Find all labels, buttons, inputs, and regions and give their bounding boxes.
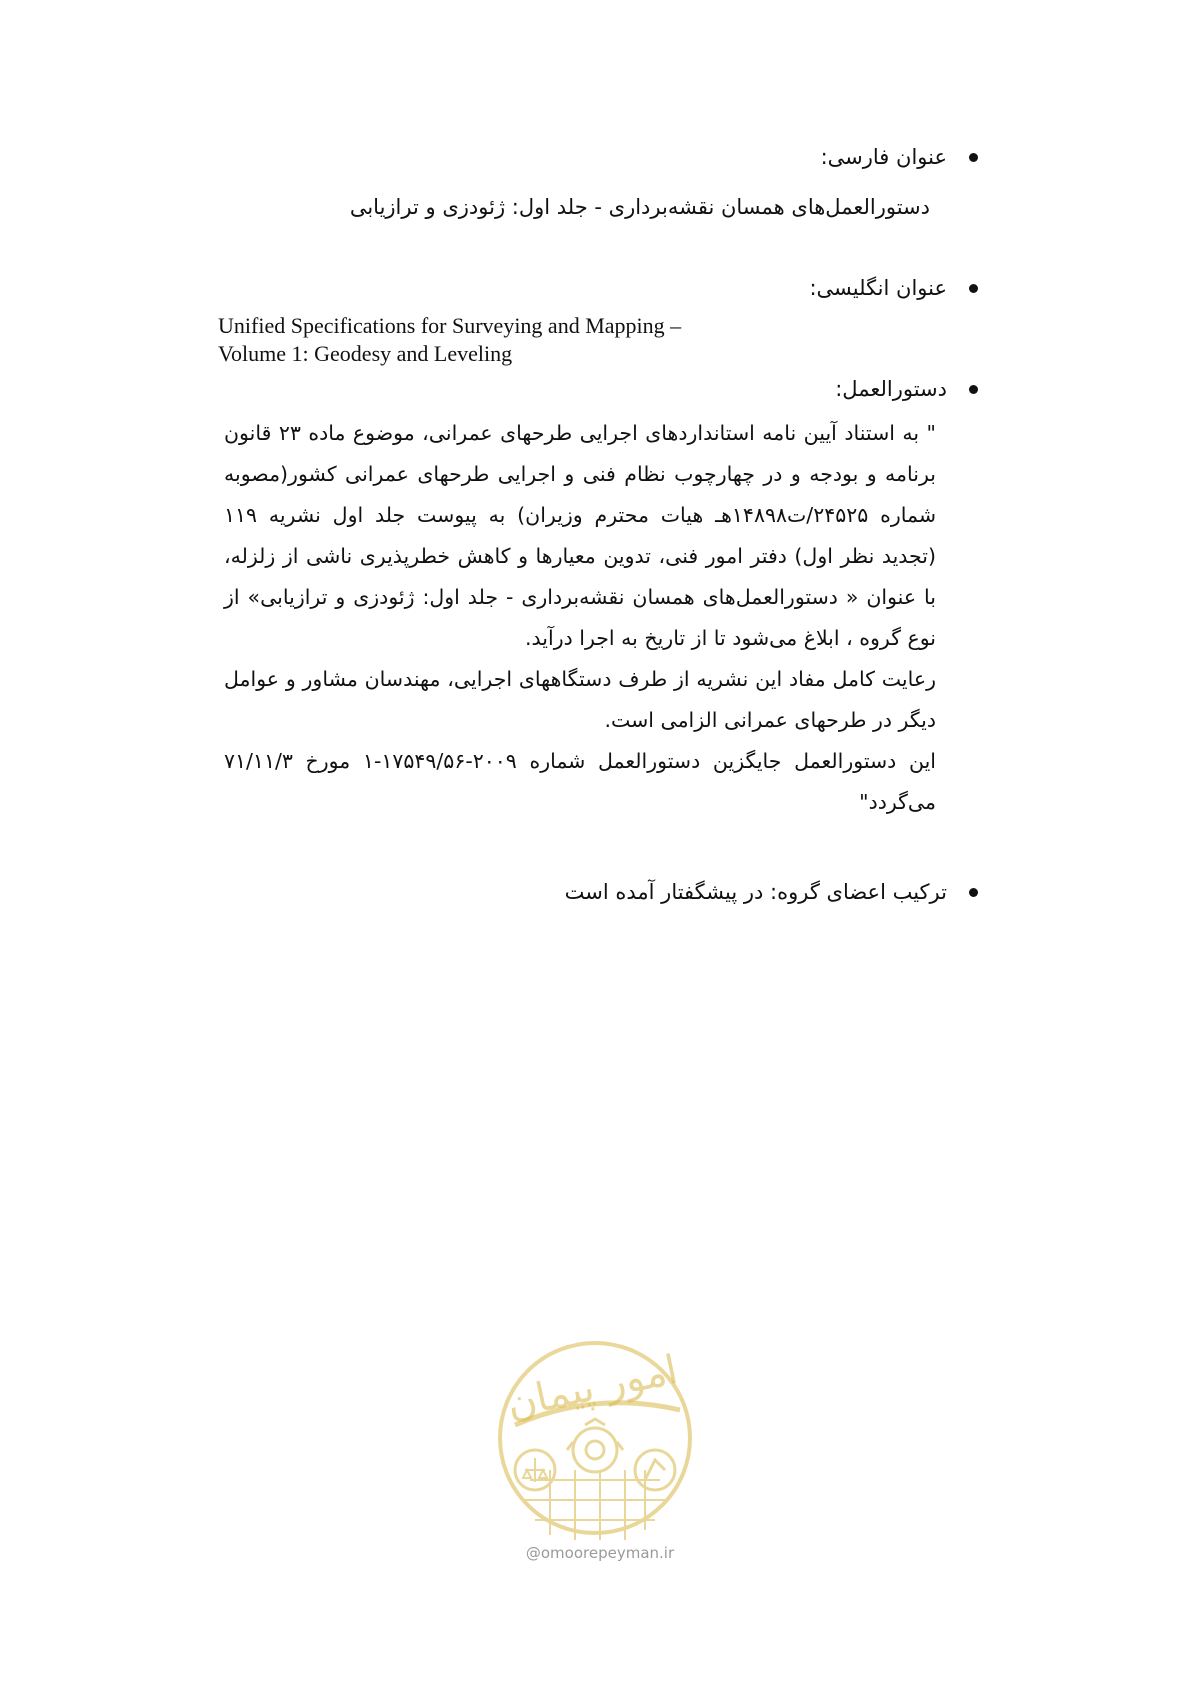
- bullet-instruction: [208, 374, 978, 404]
- persian-title-label: عنوان فارسی:: [820, 145, 947, 169]
- watermark-site-url: @omoorepeyman.ir: [525, 1544, 675, 1562]
- logo-lettering: امور پیمان: [502, 1346, 682, 1428]
- persian-title-value: دستورالعمل‌های همسان نقشه‌برداری - جلد اول: ژئودزی و ترازیابی: [349, 195, 930, 219]
- instruction-paragraph: رعایت کامل مفاد این نشریه از طرف دستگاههای اجرایی، مهندسان مشاور و عوامل دیگر در طرحهای عمرانی الزامی است.: [224, 667, 936, 732]
- bullet-dot: [969, 284, 978, 293]
- instruction-label: دستورالعمل:: [835, 377, 947, 401]
- bullet-dot: [969, 888, 978, 897]
- members-label: ترکیب اعضای گروه: در پیشگفتار آمده است: [564, 880, 947, 904]
- bullet-persian-title: [208, 142, 978, 172]
- omoorepeyman-logo-watermark: [490, 1330, 700, 1560]
- bullet-members: [208, 877, 978, 907]
- english-title-line1: Unified Specifications for Surveying and Mapping –: [218, 313, 682, 338]
- instruction-paragraph: این دستورالعمل جایگزین دستورالعمل شماره ۲۰۰۹-۱۷۵۴۹/۵۶-۱ مورخ ۷۱/۱۱/۳ می‌گردد": [224, 749, 936, 814]
- bullet-dot: [969, 153, 978, 162]
- bullet-english-title: [208, 273, 978, 303]
- english-title-line2: Volume 1: Geodesy and Leveling: [218, 341, 513, 366]
- english-title-label: عنوان انگلیسی:: [809, 276, 947, 300]
- instruction-paragraph: " به استناد آیین نامه استانداردهای اجرایی طرحهای عمرانی، موضوع ماده ۲۳ قانون برنامه و بودجه و در چهارچوب نظام فنی و اجرایی طرحهای عمرانی کشور(مصوبه شماره ۲۴۵۲۵/ت۱۴۸۹۸هـ هیات محترم وزیران) به پیوست جلد اول نشریه ۱۱۹ (تجدید نظر اول) دفتر امور فنی، تدوین معیارها و کاهش خطرپذیری ناشی از زلزله، با عنوان « دستورالعمل‌های همسان نقشه‌برداری - جلد اول: ژئودزی و ترازیابی» از نوع گروه ، ابلاغ می‌شود تا از تاریخ به اجرا درآید.: [224, 421, 936, 650]
- instruction-body: [224, 413, 936, 823]
- bullet-dot: [969, 385, 978, 394]
- english-title-value: [218, 312, 818, 368]
